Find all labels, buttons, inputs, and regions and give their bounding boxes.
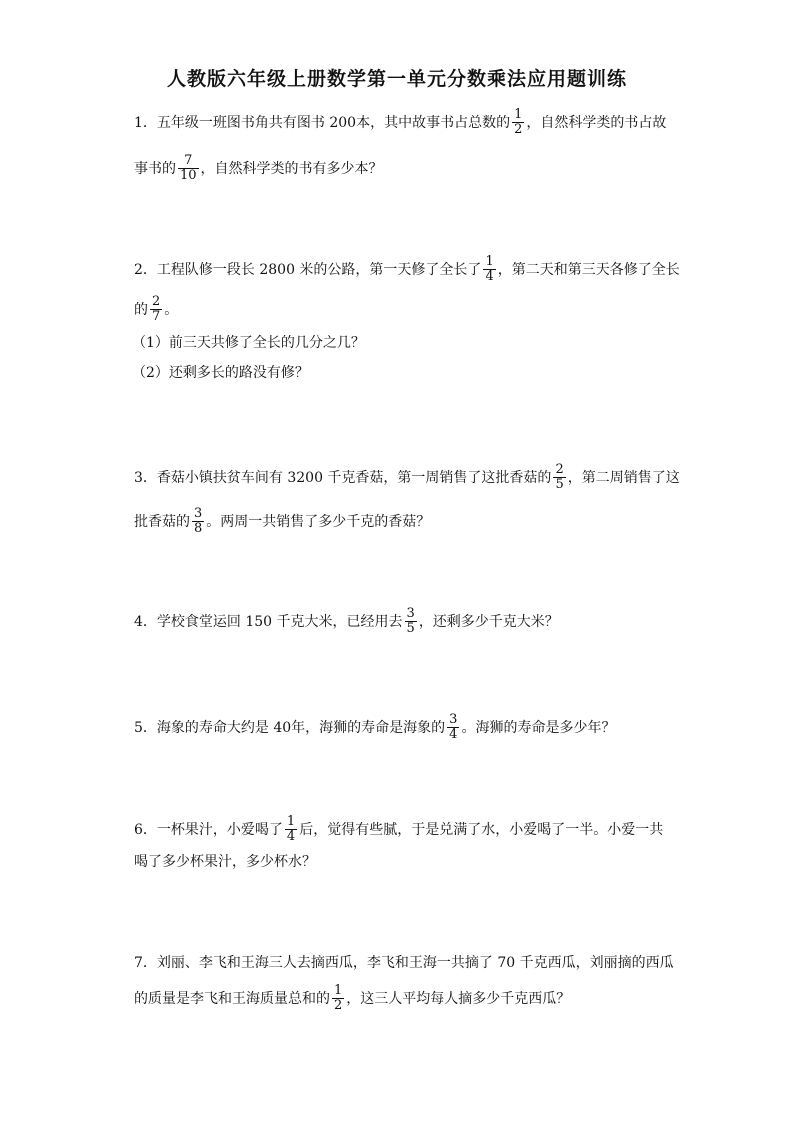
fraction-numerator: 7 bbox=[184, 152, 193, 168]
fraction bbox=[192, 507, 204, 536]
fraction-numerator: 3 bbox=[406, 605, 415, 621]
question-text: （2）还剩多长的路没有修？ bbox=[132, 365, 309, 381]
sub-question-1 bbox=[132, 327, 674, 357]
question-text: 事书的 bbox=[134, 161, 176, 177]
question-7 bbox=[134, 944, 674, 1016]
question-text: （1）前三天共修了全长的几分之几？ bbox=[132, 335, 365, 351]
question-text: 批香菇的 bbox=[134, 514, 190, 530]
fraction bbox=[332, 984, 344, 1013]
question-1 bbox=[134, 104, 674, 186]
question-text: 后，觉得有些腻，于是兑满了水，小爱喝了一半。小爱一共 bbox=[299, 822, 664, 838]
fraction-numerator: 2 bbox=[555, 461, 564, 477]
question-text: ，这三人平均每人摘多少千克西瓜？ bbox=[346, 991, 571, 1007]
fraction-denominator: 7 bbox=[152, 308, 161, 324]
fraction bbox=[285, 815, 297, 844]
fraction-numerator: 1 bbox=[514, 106, 523, 122]
fraction bbox=[512, 108, 524, 137]
fraction-numerator: 1 bbox=[286, 813, 296, 829]
question-text: ，第二天和第三天各修了全长 bbox=[497, 262, 680, 278]
question-text: 5．海象的寿命大约是 40年，海狮的寿命是海象的 bbox=[134, 720, 446, 736]
fraction-numerator: 3 bbox=[194, 505, 203, 521]
fraction-denominator: 4 bbox=[286, 828, 296, 844]
question-line bbox=[134, 847, 674, 875]
fraction bbox=[447, 713, 459, 742]
question-text: 4．学校食堂运回 150 千克大米，已经用去 bbox=[134, 614, 403, 630]
question-text: ，自然科学类的书占故 bbox=[526, 115, 667, 131]
question-text: ，还剩多少千克大米？ bbox=[418, 614, 559, 630]
question-2 bbox=[132, 251, 680, 387]
question-text: 2．工程队修一段长 2800 米的公路，第一天修了全长了 bbox=[134, 262, 482, 278]
fraction bbox=[178, 154, 199, 183]
question-line bbox=[134, 104, 674, 140]
question-text: 1．五年级一班图书角共有图书 200本，其中故事书占总数的 bbox=[134, 115, 511, 131]
question-line bbox=[134, 980, 674, 1016]
question-line bbox=[134, 709, 674, 745]
fraction bbox=[405, 607, 417, 636]
question-line bbox=[134, 291, 674, 327]
fraction-denominator: 4 bbox=[449, 726, 458, 742]
question-text: ，自然科学类的书有多少本？ bbox=[200, 161, 383, 177]
question-4 bbox=[134, 603, 674, 639]
question-text: 6．一杯果汁，小爱喝了 bbox=[134, 822, 283, 838]
question-5 bbox=[134, 709, 674, 745]
question-line bbox=[134, 150, 674, 186]
fraction-denominator: 2 bbox=[334, 997, 343, 1013]
question-text: 的 bbox=[134, 302, 148, 318]
question-line bbox=[134, 251, 680, 287]
question-text: ，第二周销售了这 bbox=[567, 470, 680, 486]
fraction-numerator: 2 bbox=[152, 293, 161, 309]
fraction bbox=[483, 255, 495, 284]
fraction-denominator: 4 bbox=[485, 268, 494, 284]
question-text: 。海狮的寿命是多少年？ bbox=[461, 720, 616, 736]
question-3 bbox=[134, 459, 680, 539]
question-text: 3．香菇小镇扶贫车间有 3200 千克香菇，第一周销售了这批香菇的 bbox=[134, 470, 552, 486]
fraction-denominator: 10 bbox=[180, 167, 197, 183]
question-text: 。 bbox=[164, 302, 179, 318]
fraction bbox=[553, 463, 565, 492]
question-line bbox=[134, 811, 674, 847]
fraction-numerator: 3 bbox=[449, 711, 458, 727]
page-title: 人教版六年级上册数学第一单元分数乘法应用题训练 bbox=[166, 68, 627, 90]
question-text: 的质量是李飞和王海质量总和的 bbox=[134, 991, 330, 1007]
fraction-numerator: 1 bbox=[334, 982, 343, 998]
question-line bbox=[134, 603, 674, 639]
fraction-denominator: 5 bbox=[555, 476, 564, 492]
fraction-denominator: 5 bbox=[406, 620, 415, 636]
fraction-denominator: 8 bbox=[194, 520, 203, 536]
question-text: 喝了多少杯果汁，多少杯水？ bbox=[134, 854, 316, 870]
fraction-denominator: 2 bbox=[514, 121, 523, 137]
question-line bbox=[134, 503, 674, 539]
fraction-numerator: 1 bbox=[485, 253, 494, 269]
question-text: 。两周一共销售了多少千克的香菇？ bbox=[206, 514, 431, 530]
question-6 bbox=[134, 811, 674, 875]
question-text: 7．刘丽、李飞和王海三人去摘西瓜，李飞和王海一共摘了 70 千克西瓜，刘丽摘的西瓜 bbox=[134, 955, 674, 971]
fraction bbox=[150, 295, 162, 324]
sub-question-2 bbox=[132, 357, 674, 387]
question-line bbox=[134, 459, 680, 495]
question-line bbox=[134, 944, 674, 980]
